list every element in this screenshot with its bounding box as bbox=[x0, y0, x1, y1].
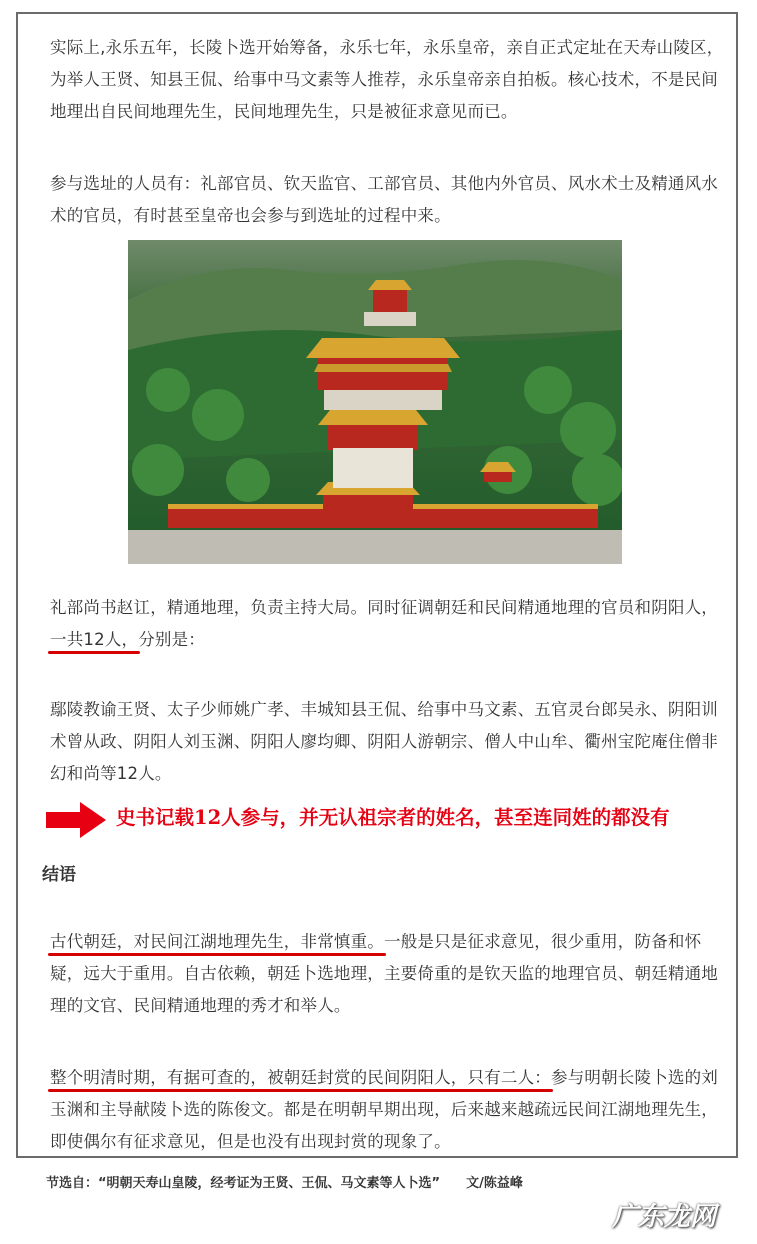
callout-text: 史书记载12人参与，并无认祖宗者的姓名，甚至连同姓的都没有 bbox=[116, 806, 670, 829]
site-watermark: 广东龙网 bbox=[612, 1202, 717, 1232]
paragraph-1: 实际上,永乐五年，长陵卜选开始筹备，永乐七年，永乐皇帝，亲自正式定址在天寿山陵区，为举人王贤、知县王侃、给事中马文素等人推荐，永乐皇帝亲自拍板。核心技术，不是民间地理出自民间地理先生，民间地理先生，只是被征求意见而已。 bbox=[50, 38, 724, 121]
paragraph-5 bbox=[50, 926, 730, 1022]
right-arrow-icon bbox=[44, 800, 108, 840]
ming-tomb-aerial-photo bbox=[128, 240, 622, 564]
paragraph-6 bbox=[50, 1062, 730, 1158]
underlined-statement: 古代朝廷，对民间江湖地理先生，非常慎重。 bbox=[50, 932, 384, 951]
source-caption bbox=[46, 1172, 523, 1191]
paragraph-3-tail: 分别是： bbox=[138, 630, 206, 649]
callout-row bbox=[44, 800, 744, 840]
section-heading: 结语 bbox=[42, 865, 76, 885]
caption-source: 节选自：“明朝天寿山皇陵，经考证为王贤、王侃、马文素等人卜选” bbox=[46, 1176, 441, 1191]
paragraph-2: 参与选址的人员有：礼部官员、钦天监官、工部官员、其他内外官员、风水术士及精通风水术的官员，有时甚至皇帝也会参与到选址的过程中来。 bbox=[50, 174, 718, 225]
paragraph-6-text: 参与明朝长陵卜选的刘玉渊和主导献陵卜选的陈俊文。都是在明朝早期出现，后来越来越疏远民间江湖地理先生，即使偶尔有征求意见，但是也没有出现封赏的现象了。 bbox=[50, 1068, 718, 1151]
paragraph-5-text: 一般是只是征求意见，很少重用，防备和怀疑，远大于重用。自古依赖，朝廷卜选地理，主要倚重的是钦天监的地理官员、朝廷精通地理的文官、民间精通地理的秀才和举人。 bbox=[50, 932, 718, 1015]
caption-author: 文/陈益峰 bbox=[466, 1176, 523, 1191]
underlined-count: 一共12人， bbox=[50, 630, 139, 649]
paragraph-4: 鄢陵教谕王贤、太子少师姚广孝、丰城知县王侃、给事中马文素、五官灵台郎吴永、阴阳训术曾从政、阴阳人刘玉渊、阴阳人廖均卿、阴阳人游朝宗、僧人中山牟、衢州宝陀庵住僧非幻和尚等12人。 bbox=[50, 700, 718, 783]
paragraph-3-text: 礼部尚书赵讧，精通地理，负责主持大局。同时征调朝廷和民间精通地理的官员和阴阳人， bbox=[50, 598, 718, 617]
underlined-finding: 整个明清时期，有据可查的，被朝廷封赏的民间阴阳人，只有二人： bbox=[50, 1068, 551, 1087]
paragraph-3 bbox=[50, 592, 730, 656]
